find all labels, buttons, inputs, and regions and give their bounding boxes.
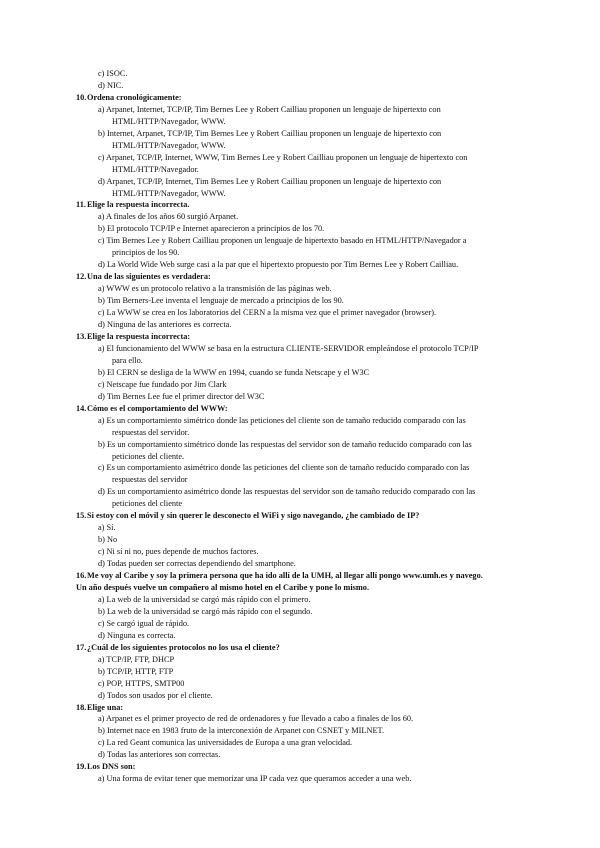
question-heading	[76, 403, 546, 415]
answer-option-continuation: HTML/HTTP/Navegador.	[112, 164, 199, 174]
answer-option: c) Arpanet, TCP/IP, Internet, WWW, Tim Bernes Lee y Robert Cailliau proponen un lenguaje de hipertexto con	[98, 152, 468, 162]
answer-option: a) Arpanet, Internet, TCP/IP, Tim Bernes Lee y Robert Cailliau proponen un lenguaje de hipertexto con	[98, 104, 441, 114]
question-number: 17.	[76, 642, 87, 652]
question-text: Si estoy con el móvil y sin querer le desconecto el WiFi y sigo navegando, ¿he cambiado de IP?	[87, 511, 420, 521]
answer-option-continuation: respuestas del servidor.	[112, 427, 190, 437]
question-number: 14.	[76, 403, 87, 413]
question-text: Elige la respuesta incorrecta:	[87, 331, 191, 341]
answer-option: b) La web de la universidad se cargó más rápido con el segundo.	[98, 606, 313, 616]
question-text: Me voy al Caribe y soy la primera persona que ha ido allí de la UMH, al llegar allí pongo www.umh.es y navego.	[87, 571, 483, 581]
question-number: 11.	[76, 200, 86, 210]
question-heading	[76, 510, 546, 522]
answer-option: c) POP, HTTPS, SMTP00	[98, 678, 185, 688]
answer-option: a) Arpanet es el primer proyecto de red de ordenadores y fue llevado a cabo a finales de los 60.	[98, 714, 414, 724]
answer-option: d) Todas las anteriores son correctas.	[98, 750, 221, 760]
question-text: Elige una:	[87, 702, 124, 712]
answer-option: c) Se cargó igual de rápido.	[98, 618, 190, 628]
question-heading	[76, 642, 546, 654]
answer-option: b) Es un comportamiento simétrico donde las respuestas del servidor son de tamaño reducido comparado con las	[98, 439, 472, 449]
question-heading	[76, 702, 546, 714]
answer-option: c) Es un comportamiento asimétrico donde las peticiones del cliente son de tamaño reducido comparado con las	[98, 463, 470, 473]
answer-option: b) El protocolo TCP/IP e Internet aparecieron a principios de los 70.	[98, 224, 325, 234]
question-text: Ordena cronológicamente:	[87, 92, 182, 102]
question-number: 10.	[76, 92, 87, 102]
question-heading	[76, 761, 546, 773]
answer-option: d) La World Wide Web surge casi a la par que el hipertexto propuesto por Tim Bernes Lee y Robert Cailliau.	[98, 260, 459, 270]
question-number: 19.	[76, 762, 87, 772]
answer-option: a) A finales de los años 60 surgió Arpanet.	[98, 212, 239, 222]
answer-option-continuation: HTML/HTTP/Navegador, WWW.	[112, 116, 226, 126]
question-text: Cómo es el comportamiento del WWW:	[87, 403, 228, 413]
answer-option: d) Todas pueden ser correctas dependiendo del smartphone.	[98, 559, 296, 569]
answer-option: d) NIC.	[98, 80, 124, 90]
answer-option-continuation: para ello.	[112, 355, 143, 365]
answer-option: b) Internet nace en 1983 fruto de la interconexión de Arpanet con CSNET y MILNET.	[98, 726, 385, 736]
answer-option: a) Sí.	[98, 523, 116, 533]
question-text: Una de las siguientes es verdadera:	[87, 272, 211, 282]
answer-option: a) El funcionamiento del WWW se basa en la estructura CLIENTE-SERVIDOR empleándose el protocolo TCP/IP	[98, 343, 479, 353]
question-number: 12.	[76, 272, 87, 282]
question-text: Los DNS son:	[87, 762, 136, 772]
answer-option: d) Es un comportamiento asimétrico donde las respuestas del servidor son de tamaño reducido comparado con las	[98, 487, 476, 497]
answer-option: c) La WWW se crea en los laboratorios del CERN a la misma vez que el primer navegador (browser).	[98, 308, 437, 318]
answer-option: d) Tim Bernes Lee fue el primer director del W3C	[98, 391, 265, 401]
answer-option: b) El CERN se desliga de la WWW en 1994, cuando se funda Netscape y el W3C	[98, 367, 370, 377]
answer-option-continuation: peticiones del cliente	[112, 499, 183, 509]
document-body	[76, 68, 546, 785]
answer-option: d) Ninguna de las anteriores es correcta.	[98, 320, 232, 330]
answer-option: c) Tim Bernes Lee y Robert Cailliau proponen un lenguaje de hipertexto basado en HTML/HTTP/Navegador a	[98, 236, 467, 246]
question-number: 13.	[76, 331, 87, 341]
question-text: ¿Cuál de los siguientes protocolos no los usa el cliente?	[87, 642, 280, 652]
answer-option-continuation: principios de los 90.	[112, 248, 180, 258]
answer-option-continuation: HTML/HTTP/Navegador, WWW.	[112, 188, 226, 198]
question-heading	[76, 271, 546, 283]
answer-option: d) Ninguna es correcta.	[98, 630, 176, 640]
answer-option: a) Es un comportamiento simétrico donde las peticiones del cliente son de tamaño reducido comparado con las	[98, 415, 466, 425]
answer-option: b) TCP/IP, HTTP, FTP	[98, 666, 174, 676]
answer-option: a) Una forma de evitar tener que memorizar una IP cada vez que queramos acceder a una web.	[98, 774, 412, 784]
answer-option: d) Todos son usados por el cliente.	[98, 690, 213, 700]
question-text: Elige la respuesta incorrecta.	[87, 200, 190, 210]
answer-option: c) La red Geant comunica las universidades de Europa a una gran velocidad.	[98, 738, 353, 748]
answer-option-continuation: peticiones del cliente.	[112, 451, 185, 461]
question-number: 18.	[76, 702, 87, 712]
answer-option-continuation: respuestas del servidor	[112, 475, 188, 485]
question-heading	[76, 331, 546, 343]
answer-option: c) ISOC.	[98, 69, 128, 78]
answer-option: b) Tim Berners-Lee inventa el lenguaje de mercado a principios de los 90.	[98, 296, 344, 306]
question-heading	[76, 92, 546, 104]
answer-option: a) La web de la universidad se cargó más rápido con el primero.	[98, 594, 311, 604]
question-text-continuation: Un año después vuelve un compañero al mismo hotel en el Caribe y pone lo mismo.	[76, 582, 370, 592]
question-number: 15.	[76, 511, 87, 521]
answer-option: d) Arpanet, TCP/IP, Internet, Tim Bernes Lee y Robert Cailliau proponen un lenguaje de hipertexto con	[98, 176, 442, 186]
question-number: 16.	[76, 571, 87, 581]
answer-option-continuation: HTML/HTTP/Navegador, WWW.	[112, 140, 226, 150]
answer-option: b) No	[98, 535, 118, 545]
answer-option: a) WWW es un protocolo relativo a la transmisión de las páginas web.	[98, 284, 332, 294]
answer-option: b) Internet, Arpanet, TCP/IP, Tim Bernes Lee y Robert Cailliau proponen un lenguaje de hipertexto con	[98, 128, 442, 138]
question-heading	[76, 199, 546, 211]
question-heading	[76, 570, 546, 582]
answer-option: c) Ni sí ni no, pues depende de muchos factores.	[98, 547, 259, 557]
answer-option: c) Netscape fue fundado por Jim Clark	[98, 379, 227, 389]
answer-option: a) TCP/IP, FTP, DHCP	[98, 654, 175, 664]
